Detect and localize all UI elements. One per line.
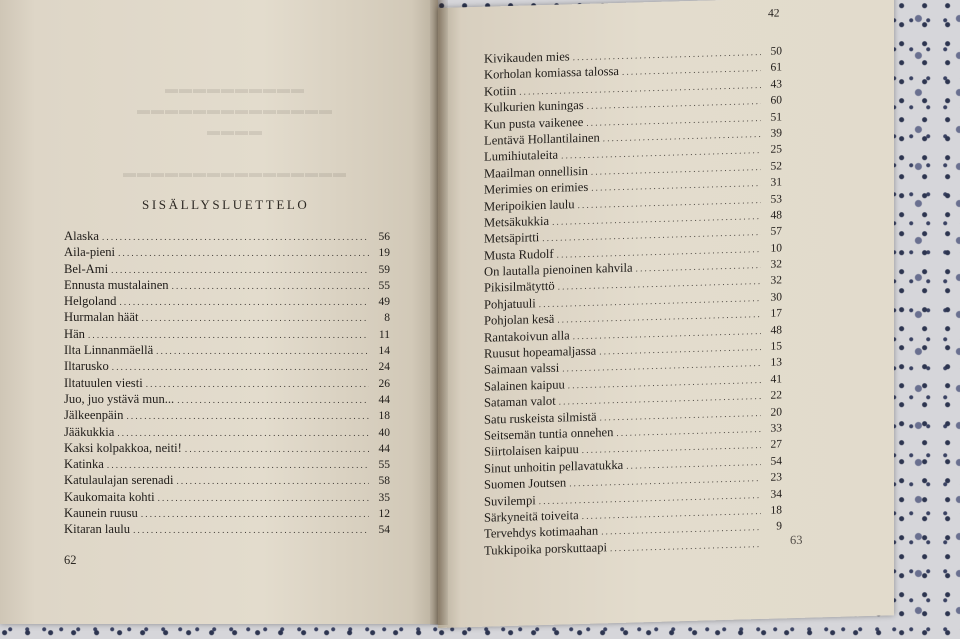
toc-entry-title: Iltarusko bbox=[64, 359, 109, 374]
toc-entry-title: Suvilempi bbox=[484, 492, 536, 509]
top-page-number: 42 bbox=[768, 7, 780, 20]
toc-entry-page: 15 bbox=[770, 340, 782, 353]
right-page bbox=[438, 0, 894, 628]
toc-entry-page: 34 bbox=[770, 487, 782, 501]
bleed-through-text: ▬▬▬▬▬▬▬▬▬▬ ▬▬▬▬▬▬▬▬▬▬▬▬▬▬ ▬▬▬▬ ▬▬▬▬▬▬▬▬▬▬▬▬▬▬▬▬ bbox=[123, 81, 347, 180]
toc-entry-page: 20 bbox=[770, 405, 782, 419]
toc-entry bbox=[64, 522, 390, 538]
toc-entry bbox=[64, 490, 390, 506]
dot-leader bbox=[112, 362, 369, 372]
toc-list-right bbox=[484, 43, 782, 559]
toc-entry-title: Jääkukkia bbox=[64, 424, 115, 439]
dot-leader bbox=[573, 47, 761, 62]
toc-entry-title: Lentävä Hollantilainen bbox=[484, 130, 600, 148]
toc-entry-page: 60 bbox=[770, 94, 782, 107]
toc-entry-title: Helgoland bbox=[64, 294, 117, 309]
toc-entry-title: Iltatuulen viesti bbox=[64, 375, 143, 390]
toc-entry-title: Tervehdys kotimaahan bbox=[484, 523, 599, 542]
toc-entry-page: 13 bbox=[770, 356, 782, 370]
toc-entry-title: Alaska bbox=[64, 229, 99, 243]
dot-leader bbox=[117, 428, 369, 438]
toc-entry-page: 12 bbox=[378, 508, 390, 521]
toc-entry-page: 32 bbox=[770, 258, 782, 271]
toc-entry-page: 59 bbox=[378, 263, 390, 276]
dot-leader bbox=[636, 260, 761, 274]
toc-entry-title: Kitaran laulu bbox=[64, 522, 131, 537]
toc-entry-title: Lumihiutaleita bbox=[484, 147, 559, 165]
toc-entry-page: 61 bbox=[770, 61, 782, 75]
toc-entry-page: 14 bbox=[378, 345, 390, 358]
toc-entry-page: 30 bbox=[770, 291, 782, 304]
toc-entry-title: Bel-Ami bbox=[64, 261, 109, 276]
toc-entry-page: 49 bbox=[378, 296, 390, 309]
dot-leader bbox=[111, 265, 369, 275]
toc-entry-title: Kulkurien kuningas bbox=[484, 98, 584, 115]
toc-entry-title: Salainen kaipuu bbox=[484, 377, 565, 394]
dot-leader bbox=[591, 178, 761, 193]
toc-entry-title: Kaukomaita kohti bbox=[64, 489, 155, 504]
toc-entry-page: 48 bbox=[770, 209, 782, 222]
toc-entry-page: 27 bbox=[770, 438, 782, 452]
toc-entry-title: Kaunein ruusu bbox=[64, 506, 138, 521]
toc-entry-page: 31 bbox=[770, 176, 782, 189]
toc-entry-title: Särkyneitä toiveita bbox=[484, 508, 579, 525]
dot-leader bbox=[573, 326, 761, 341]
toc-entry-page: 40 bbox=[378, 426, 390, 439]
toc-entry-title: Kun pusta vaikenee bbox=[484, 114, 584, 132]
toc-entry-title: Merimies on erimies bbox=[484, 179, 589, 197]
toc-entry bbox=[64, 376, 390, 392]
dot-leader bbox=[185, 444, 369, 454]
dot-leader bbox=[176, 476, 369, 486]
toc-entry bbox=[64, 441, 390, 457]
toc-entry-title: Meripoikien laulu bbox=[484, 196, 575, 214]
toc-entry bbox=[64, 262, 390, 278]
left-page bbox=[0, 0, 438, 624]
toc-entry-page: 11 bbox=[378, 328, 390, 341]
toc-entry-title: Saimaan valssi bbox=[484, 361, 560, 378]
page-number-right: 63 bbox=[790, 532, 803, 548]
toc-entry-title: Hurmalan häät bbox=[64, 310, 139, 325]
toc-entry-title: Katinka bbox=[64, 457, 104, 472]
toc-entry-page: 17 bbox=[770, 307, 782, 320]
toc-entry-title: Kaksi kolpakkoa, neiti! bbox=[64, 440, 182, 455]
toc-entry-title: Musta Rudolf bbox=[484, 246, 554, 263]
toc-entry-page: 52 bbox=[770, 160, 782, 173]
toc-entry bbox=[64, 392, 390, 408]
dot-leader bbox=[568, 375, 761, 390]
page-title: SISÄLLYSLUETTELO bbox=[142, 197, 310, 212]
toc-entry-page: 10 bbox=[770, 242, 782, 255]
dot-leader bbox=[107, 460, 369, 470]
toc-entry-title: Sinut unhoitin pellavatukka bbox=[484, 457, 624, 476]
toc-entry-page: 8 bbox=[384, 312, 390, 325]
toc-entry-page: 18 bbox=[770, 504, 782, 517]
dot-leader bbox=[126, 411, 369, 421]
toc-entry-title: Kivikauden mies bbox=[484, 49, 570, 66]
toc-entry-title: On lautalla pienoinen kahvila bbox=[484, 260, 633, 279]
toc-entry-title: Pikisilmätyttö bbox=[484, 279, 555, 296]
toc-entry-title: Metsäpirtti bbox=[484, 230, 540, 247]
dot-leader bbox=[141, 509, 369, 519]
dot-leader bbox=[610, 539, 761, 553]
toc-entry-title: Seitsemän tuntia onnehen bbox=[484, 425, 614, 443]
toc-entry-page: 23 bbox=[770, 471, 782, 484]
toc-entry-title: Suomen Joutsen bbox=[484, 475, 567, 492]
toc-entry-title: Korholan komiassa talossa bbox=[484, 64, 620, 83]
toc-entry-title: Ilta Linnanmäellä bbox=[64, 343, 154, 358]
toc-entry-page: 54 bbox=[378, 524, 390, 537]
toc-entry-page: 53 bbox=[770, 192, 782, 206]
dot-leader bbox=[601, 522, 761, 536]
toc-entry-page: 58 bbox=[378, 475, 390, 488]
toc-entry-page: 9 bbox=[776, 520, 782, 533]
toc-list-left bbox=[64, 229, 390, 539]
toc-entry-page: 44 bbox=[378, 393, 390, 406]
toc-entry-page: 39 bbox=[770, 127, 782, 140]
dot-leader bbox=[146, 379, 369, 389]
dot-leader bbox=[626, 457, 761, 471]
toc-entry bbox=[64, 229, 390, 245]
toc-entry bbox=[64, 506, 390, 522]
toc-entry bbox=[64, 245, 390, 261]
dot-leader bbox=[133, 525, 369, 535]
page-number-left: 62 bbox=[64, 553, 77, 567]
toc-entry-page: 54 bbox=[770, 455, 782, 468]
toc-entry bbox=[64, 343, 390, 359]
toc-entry-page: 50 bbox=[770, 45, 782, 58]
toc-entry bbox=[64, 457, 390, 473]
dot-leader bbox=[177, 395, 369, 405]
toc-entry-page: 44 bbox=[378, 442, 390, 455]
dot-leader bbox=[156, 346, 369, 356]
toc-entry bbox=[64, 278, 390, 294]
toc-entry-page: 25 bbox=[770, 143, 782, 157]
toc-entry bbox=[64, 310, 390, 326]
toc-entry-title: Metsäkukkia bbox=[484, 213, 550, 230]
toc-entry bbox=[64, 327, 390, 343]
dot-leader bbox=[591, 162, 761, 177]
toc-entry-page: 55 bbox=[378, 279, 390, 292]
toc-entry-page: 48 bbox=[770, 324, 782, 337]
dot-leader bbox=[141, 313, 369, 323]
toc-entry-title: Tukkipoika porskuttaapi bbox=[484, 539, 608, 558]
dot-leader bbox=[582, 506, 761, 521]
toc-entry-page bbox=[764, 546, 782, 547]
dot-leader bbox=[586, 113, 761, 128]
toc-entry-title: Siirtolaisen kaipuu bbox=[484, 442, 579, 460]
dot-leader bbox=[102, 232, 369, 242]
dot-leader bbox=[616, 424, 761, 438]
toc-entry-page: 41 bbox=[770, 373, 782, 386]
toc-entry-title: Satu ruskeista silmistä bbox=[484, 409, 597, 427]
dot-leader bbox=[578, 194, 761, 209]
toc-entry-page: 43 bbox=[770, 78, 782, 91]
book-gutter bbox=[430, 0, 448, 625]
toc-entry-title: Hän bbox=[64, 326, 85, 341]
toc-entry-page: 35 bbox=[378, 491, 390, 504]
toc-entry bbox=[64, 408, 390, 424]
dot-leader bbox=[158, 493, 369, 503]
toc-entry-title: Katulaulajan serenadi bbox=[64, 473, 174, 488]
toc-entry-page: 32 bbox=[770, 274, 782, 288]
toc-entry-page: 24 bbox=[378, 361, 390, 374]
toc-entry-page: 57 bbox=[770, 225, 782, 239]
toc-entry bbox=[64, 425, 390, 441]
dot-leader bbox=[118, 248, 369, 258]
toc-entry-title: Pohjatuuli bbox=[484, 296, 536, 312]
dot-leader bbox=[88, 330, 369, 340]
toc-entry-page: 56 bbox=[378, 231, 390, 243]
toc-entry-title: Ruusut hopeamaljassa bbox=[484, 343, 597, 361]
toc-entry-title: Juo, juo ystävä mun... bbox=[64, 391, 175, 406]
toc-entry bbox=[64, 359, 390, 375]
toc-entry-title: Pohjolan kesä bbox=[484, 312, 555, 328]
toc-entry-title: Ennusta mustalainen bbox=[64, 277, 169, 292]
dot-leader bbox=[599, 342, 761, 357]
toc-entry-page: 22 bbox=[770, 389, 782, 402]
dot-leader bbox=[172, 281, 369, 291]
toc-entry-title: Aila-pieni bbox=[64, 245, 116, 260]
toc-entry-title: Maailman onnellisin bbox=[484, 163, 588, 181]
toc-entry bbox=[64, 294, 390, 310]
toc-entry-page: 26 bbox=[378, 377, 390, 390]
toc-entry-page: 19 bbox=[378, 247, 390, 260]
toc-entry-title: Rantakoivun alla bbox=[484, 327, 570, 345]
toc-entry-page: 33 bbox=[770, 422, 782, 435]
dot-leader bbox=[582, 440, 761, 455]
toc-entry bbox=[64, 473, 390, 489]
dot-leader bbox=[600, 408, 761, 423]
dot-leader bbox=[622, 63, 761, 77]
toc-entry-page: 55 bbox=[378, 459, 390, 472]
dot-leader bbox=[603, 129, 761, 143]
dot-leader bbox=[587, 96, 761, 111]
toc-entry-title: Jälkeenpäin bbox=[64, 408, 124, 423]
dot-leader bbox=[569, 473, 761, 488]
dot-leader bbox=[119, 297, 369, 307]
toc-entry-page: 18 bbox=[378, 410, 390, 423]
toc-entry-page: 51 bbox=[770, 110, 782, 124]
toc-entry-title: Sataman valot bbox=[484, 393, 556, 410]
toc-entry-title: Kotiin bbox=[484, 83, 517, 99]
